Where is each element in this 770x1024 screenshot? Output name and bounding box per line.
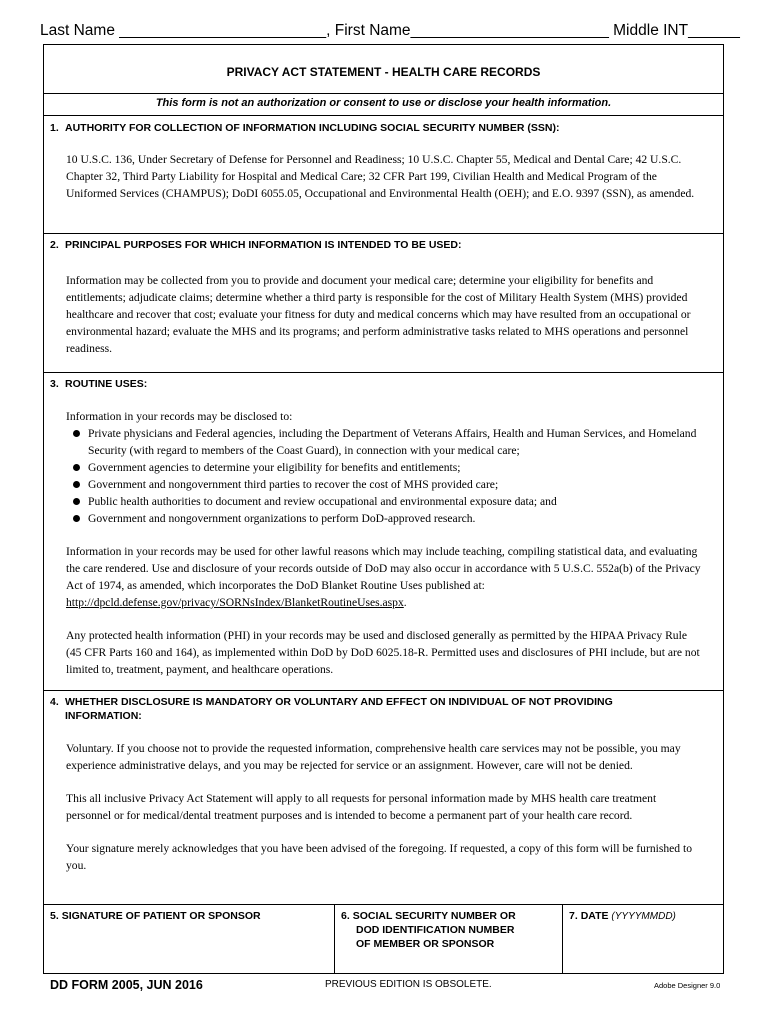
date-label: DATE	[580, 910, 609, 922]
bullet-icon	[73, 481, 80, 488]
link-suffix: .	[403, 596, 407, 609]
middle-initial-label: Middle INT	[608, 22, 689, 39]
signature-label: SIGNATURE OF PATIENT OR SPONSOR	[61, 910, 261, 922]
section-1-body	[66, 151, 702, 202]
first-name-label: , First Name	[326, 22, 411, 39]
bullet-icon	[73, 498, 80, 505]
divider	[44, 115, 723, 116]
section-4-body	[66, 740, 702, 874]
privacy-act-form	[43, 44, 724, 974]
section-3-para3: Any protected health information (PHI) in your records may be used and disclosed generally as permitted by the HIPAA Privacy Rule (45 CFR Parts 160 and 164), as implemented within DoD by DoD 6025.18-R. Permitted uses and disclosures of PHI include, but are not limited to, treatment, payment, and healthcare operations.	[66, 629, 700, 676]
middle-initial-field[interactable]: ______	[688, 22, 740, 39]
list-item	[66, 510, 702, 527]
divider	[44, 233, 723, 234]
section-4-heading	[50, 695, 715, 723]
name-line	[40, 22, 740, 40]
section-2-number: 2.	[50, 239, 59, 251]
list-item-text: Private physicians and Federal agencies, including the Department of Veterans Affairs, Health and Human Services, and Homeland Security (with regard to members of the Coast Guard), in connection with your medical care;	[88, 427, 697, 457]
section-1-heading	[50, 121, 715, 135]
section-3-intro: Information in your records may be disclosed to:	[66, 410, 293, 423]
divider	[44, 904, 723, 905]
list-item-text: Government and nongovernment third parties to recover the cost of MHS provided care;	[88, 478, 499, 491]
section-2-heading	[50, 238, 715, 252]
form-subtitle: This form is not an authorization or consent to use or disclose your health information.	[155, 97, 612, 109]
section-3-para2	[66, 543, 702, 611]
section-5-number: 5.	[50, 910, 59, 922]
section-3-number: 3.	[50, 378, 59, 390]
designer-note: Adobe Designer 9.0	[654, 981, 721, 990]
section-4-title-line2: INFORMATION:	[65, 710, 142, 722]
ssn-label-line3: OF MEMBER OR SPONSOR	[356, 938, 495, 950]
section-4-number: 4.	[50, 696, 59, 708]
first-name-field[interactable]: _______________________	[410, 22, 609, 39]
list-item	[66, 459, 702, 476]
section-3-body	[66, 408, 702, 678]
section-4-title-line1: WHETHER DISCLOSURE IS MANDATORY OR VOLUNTARY AND EFFECT ON INDIVIDUAL OF NOT PROVIDING	[65, 696, 613, 708]
list-item	[66, 476, 702, 493]
divider	[334, 904, 335, 973]
section-4-para3: Your signature merely acknowledges that you have been advised of the foregoing. If requested, a copy of this form will be furnished to you.	[66, 842, 692, 872]
ssn-label-line1: SOCIAL SECURITY NUMBER OR	[352, 910, 516, 922]
section-1-number: 1.	[50, 122, 59, 134]
ssn-field[interactable]	[341, 909, 557, 951]
ssn-label-line2: DOD IDENTIFICATION NUMBER	[356, 924, 515, 936]
last-name-field[interactable]: ________________________	[119, 22, 327, 39]
section-3-title: ROUTINE USES:	[65, 378, 148, 390]
section-1-text: 10 U.S.C. 136, Under Secretary of Defense for Personnel and Readiness; 10 U.S.C. Chapter 55, Medical and Dental Care; 42 U.S.C. Chapter 32, Third Party Liability for Hospital and Medical Care; 32 CFR Part 199, Civilian Health and Medical Program of the Uniformed Services (CHAMPUS); DoDI 6055.05, Occupational and Environmental Health (OEH); and E.O. 9397 (SSN), as amended.	[66, 153, 695, 200]
list-item-text: Government agencies to determine your eligibility for benefits and entitlements;	[88, 461, 461, 474]
last-name-label: Last Name	[40, 22, 115, 39]
divider	[44, 690, 723, 691]
section-7-number: 7.	[569, 910, 578, 922]
bullet-icon	[73, 515, 80, 522]
section-2-body	[66, 272, 702, 357]
list-item-text: Public health authorities to document and review occupational and environmental exposure data; and	[88, 495, 557, 508]
signature-field[interactable]	[50, 909, 330, 923]
divider	[44, 372, 723, 373]
divider	[562, 904, 563, 973]
section-4-para2: This all inclusive Privacy Act Statement will apply to all requests for personal information made by MHS health care treatment personnel or for medical/dental treatment purposes and is intended to become a permanent part of your health care record.	[66, 792, 657, 822]
date-format-hint: (YYYYMMDD)	[611, 911, 676, 922]
divider	[44, 93, 723, 94]
routine-uses-list	[66, 425, 702, 527]
list-item-text: Government and nongovernment organizations to perform DoD-approved research.	[88, 512, 476, 525]
section-2-text: Information may be collected from you to provide and document your medical care; determine your eligibility for benefits and entitlements; adjudicate claims; determine whether a third party is responsible for the cost of Military Health System (MHS) provided healthcare and recover that cost; evaluate your fitness for duty and medical concerns which may have resulted from an occupational or environmental hazard; evaluate the MHS and its programs; and perform administrative tasks related to MHS operations and personnel readiness.	[66, 274, 691, 355]
section-3-heading	[50, 377, 715, 391]
form-title: PRIVACY ACT STATEMENT - HEALTH CARE RECORDS	[226, 65, 541, 79]
list-item	[66, 493, 702, 510]
bullet-icon	[73, 430, 80, 437]
section-6-number: 6.	[341, 910, 350, 922]
section-4-para1: Voluntary. If you choose not to provide the requested information, comprehensive health care services may not be possible, you may experience administrative delays, and you may be rejected for service or an assignment. However, care will not be denied.	[66, 742, 681, 772]
section-1-title: AUTHORITY FOR COLLECTION OF INFORMATION INCLUDING SOCIAL SECURITY NUMBER (SSN):	[65, 122, 560, 134]
routine-uses-link[interactable]: http://dpcld.defense.gov/privacy/SORNsIndex/BlanketRoutineUses.aspx	[66, 596, 404, 609]
form-number: DD FORM 2005, JUN 2016	[50, 978, 203, 992]
obsolete-note: PREVIOUS EDITION IS OBSOLETE.	[325, 979, 492, 990]
bullet-icon	[73, 464, 80, 471]
section-2-title: PRINCIPAL PURPOSES FOR WHICH INFORMATION IS INTENDED TO BE USED:	[65, 239, 462, 251]
list-item	[66, 425, 702, 459]
section-3-para2-text: Information in your records may be used for other lawful reasons which may include teaching, compiling statistical data, and evaluating the care rendered. Use and disclosure of your records outside of DoD may also occur in accordance with 5 U.S.C. 552a(b) of the Privacy Act of 1974, as amended, which incorporates the DoD Blanket Routine Uses published at:	[66, 545, 701, 592]
date-field[interactable]	[569, 909, 719, 924]
